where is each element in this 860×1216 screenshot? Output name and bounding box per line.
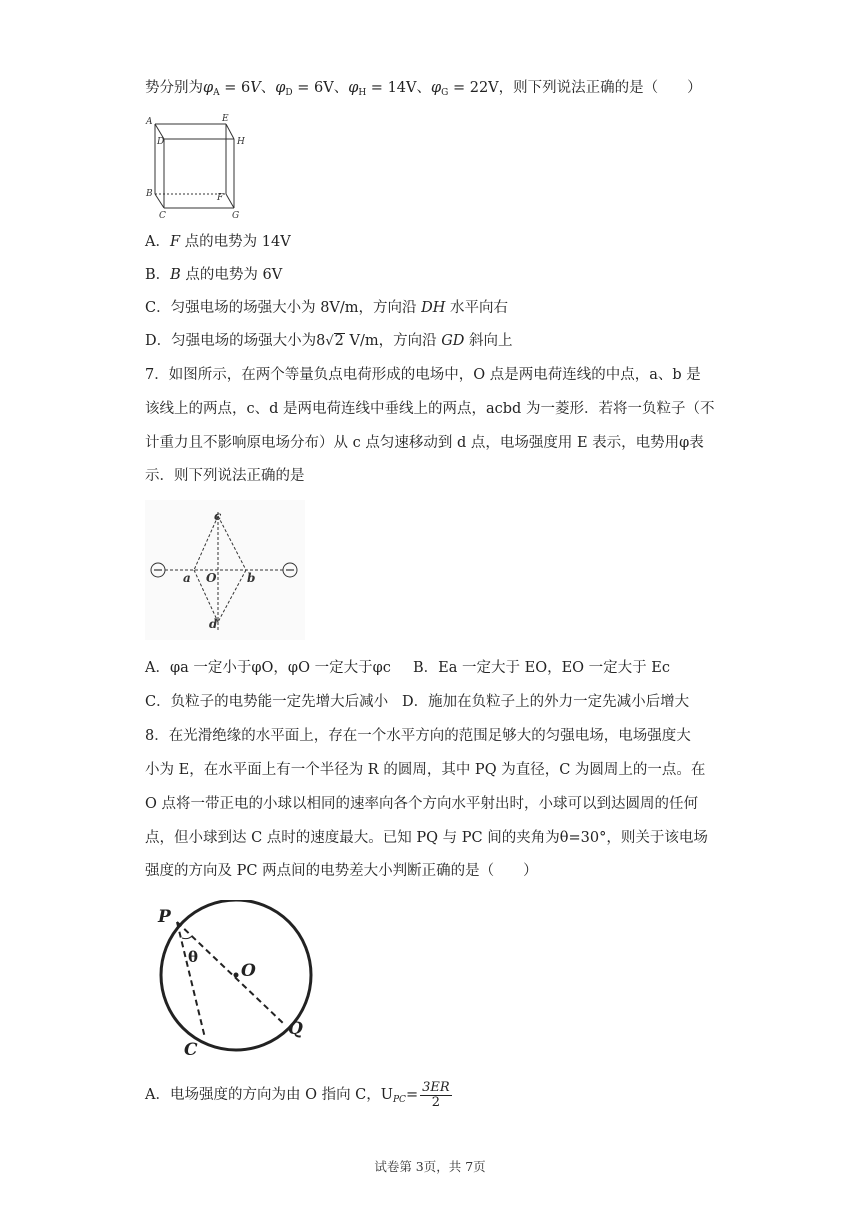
- phi-symbol: φ: [348, 80, 359, 96]
- value: = 6V: [292, 80, 334, 96]
- option-text: C．匀强电场的场强大小为 8V/m，方向沿: [145, 300, 422, 316]
- edge-FG: [226, 194, 234, 208]
- fraction: [420, 1080, 452, 1110]
- label-b: b: [247, 571, 256, 585]
- q7-option-c: C．负粒子的电势能一定先增大后减小: [145, 694, 389, 710]
- subscript: PC: [393, 1095, 406, 1105]
- equals-sign: =: [405, 1087, 419, 1103]
- edge-EH: [226, 124, 234, 139]
- option-text: D．匀强电场的场强大小为: [145, 333, 317, 349]
- chord-PC: [177, 922, 205, 1038]
- line-label: GD: [441, 333, 465, 349]
- q6-stem-line: [145, 78, 702, 103]
- q8-stem-line-4: 点，但小球到达 C 点时的速度最大。已知 PQ 与 PC 间的夹角为θ=30°，则关于该电场: [145, 830, 708, 846]
- value: = 6: [219, 80, 251, 96]
- label-Q: Q: [288, 1019, 303, 1039]
- label-O: O: [206, 571, 217, 585]
- q7-stem-line-2: 该线上的两点，c、d 是两电荷连线中垂线上的两点，acbd 为一菱形．若将一负粒子（不: [145, 401, 715, 417]
- sqrt-symbol: √: [325, 334, 334, 349]
- separator: 、: [416, 80, 431, 96]
- label-c: c: [214, 509, 222, 523]
- phi-symbol: φ: [431, 80, 442, 96]
- label-C: C: [159, 211, 166, 220]
- phi-symbol: φ: [275, 80, 286, 96]
- circle-figure: [150, 900, 325, 1060]
- subscript: G: [441, 88, 449, 98]
- subscript: D: [285, 88, 293, 98]
- separator: 、: [333, 80, 349, 96]
- value: = 22V: [448, 80, 499, 96]
- diameter-PQ: [177, 922, 284, 1024]
- coefficient: 8: [316, 333, 326, 349]
- page-footer: 试卷第 3页，共 7页: [374, 1159, 486, 1174]
- label-theta: θ: [188, 948, 199, 966]
- q7-option-d: D．施加在负粒子上的外力一定先减小后增大: [402, 694, 690, 710]
- line-label: DH: [421, 300, 446, 316]
- q8-stem-line-5: 强度的方向及 PC 两点间的电势差大小判断正确的是（ ）: [145, 863, 538, 879]
- q6-stem-tail: ，则下列说法正确的是（ ）: [498, 80, 702, 96]
- q6-stem-text: 势分别为: [145, 80, 203, 96]
- label-H: H: [237, 137, 245, 147]
- edge-BC: [155, 194, 164, 208]
- option-text: 点的电势为 14V: [180, 234, 291, 250]
- q8-option-a: [145, 1080, 452, 1110]
- sqrt-radicand: 2: [334, 333, 344, 349]
- q7-stem-line-3: 计重力且不影响原电场分布）从 c 点匀速移动到 d 点，电场强度用 E 表示，电势用φ表: [145, 435, 704, 451]
- q7-stem-line-4: 示．则下列说法正确的是: [145, 468, 305, 484]
- option-text: 点的电势为 6V: [180, 267, 283, 283]
- label-D: D: [157, 137, 165, 147]
- q6-option-b: [145, 265, 282, 285]
- q8-stem-line-3: O 点将一带正电的小球以相同的速率向各个方向水平射出时，小球可以到达圆周的任何: [145, 796, 698, 812]
- option-tail: 水平向右: [445, 300, 509, 316]
- denominator: 2: [431, 1095, 441, 1110]
- q7-option-a: A．φa 一定小于φO，φO 一定大于φc: [145, 660, 391, 676]
- label-O: O: [241, 961, 256, 981]
- center-point: [234, 973, 239, 978]
- label-d: d: [209, 617, 218, 631]
- charges-rhombus-figure: [145, 500, 305, 640]
- subscript: H: [358, 88, 367, 98]
- option-tail: 斜向上: [464, 333, 513, 349]
- q7-stem-line-1: 7．如图所示，在两个等量负点电荷形成的电场中，O 点是两电荷连线的中点，a、b 是: [145, 367, 701, 383]
- separator: 、: [260, 80, 276, 96]
- q6-option-a: [145, 232, 291, 252]
- point-label: B: [170, 267, 181, 283]
- label-G: G: [232, 211, 240, 220]
- subscript: A: [213, 88, 220, 98]
- label-B: B: [146, 189, 153, 199]
- point-label: F: [169, 234, 181, 250]
- numerator: 3ER: [422, 1080, 450, 1095]
- unit: V: [250, 80, 261, 96]
- label-a: a: [183, 571, 191, 585]
- label-E: E: [222, 114, 229, 124]
- q6-option-c: [145, 298, 508, 318]
- option-text: A．电场强度的方向为由 O 指向 C，U: [145, 1087, 393, 1103]
- label-A: A: [146, 117, 153, 127]
- unit-text: V/m，方向沿: [344, 333, 442, 349]
- cube-figure: [140, 112, 255, 220]
- label-C: C: [184, 1040, 198, 1060]
- q8-stem-line-2: 小为 E，在水平面上有一个半径为 R 的圆周，其中 PQ 为直径，C 为圆周上的一点。在: [145, 762, 706, 778]
- label-F: F: [217, 193, 224, 203]
- option-prefix: A．: [145, 234, 170, 250]
- option-prefix: B．: [145, 267, 171, 283]
- value: = 14V: [366, 80, 417, 96]
- phi-symbol: φ: [203, 80, 214, 96]
- angle-arc: [182, 936, 192, 939]
- label-P: P: [158, 907, 171, 927]
- q8-stem-line-1: 8．在光滑绝缘的水平面上，存在一个水平方向的范围足够大的匀强电场，电场强度大: [145, 728, 691, 744]
- q6-option-d: [145, 331, 513, 352]
- q7-option-b: B．Ea 一定大于 EO，EO 一定大于 Ec: [413, 660, 670, 676]
